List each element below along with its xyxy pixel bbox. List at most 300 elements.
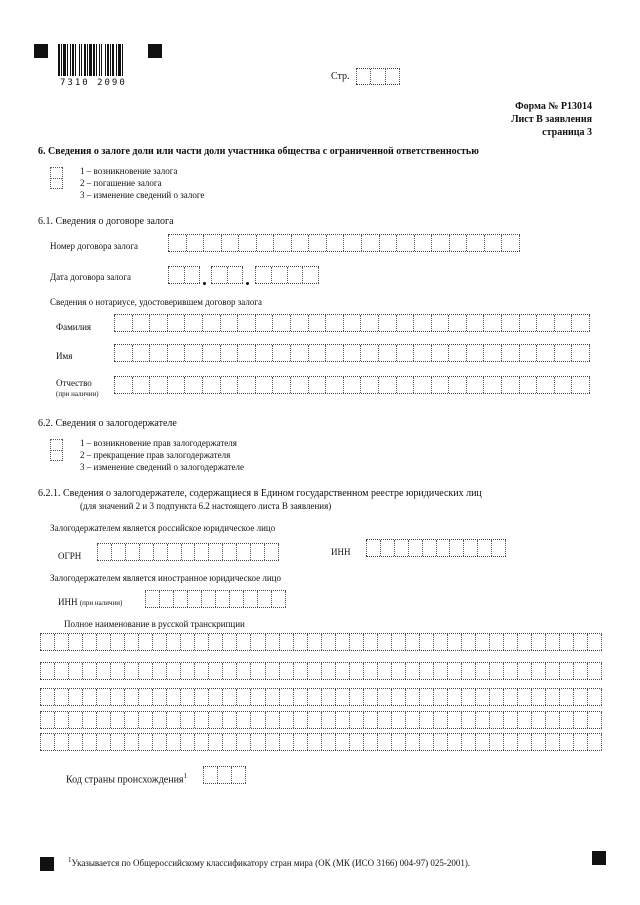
input-cell[interactable] bbox=[222, 712, 236, 728]
input-cell[interactable] bbox=[414, 235, 432, 251]
inn-cells[interactable] bbox=[366, 539, 506, 557]
input-cell[interactable] bbox=[168, 235, 186, 251]
input-cell[interactable] bbox=[531, 689, 545, 705]
input-cell[interactable] bbox=[236, 663, 250, 679]
input-cell[interactable] bbox=[97, 544, 111, 560]
input-cell[interactable] bbox=[273, 235, 291, 251]
input-cell[interactable] bbox=[250, 663, 264, 679]
input-cell[interactable] bbox=[222, 663, 236, 679]
input-cell[interactable] bbox=[203, 235, 221, 251]
input-cell[interactable] bbox=[380, 540, 394, 556]
input-cell[interactable] bbox=[343, 345, 361, 361]
input-cell[interactable] bbox=[40, 712, 54, 728]
input-cell[interactable] bbox=[167, 315, 185, 331]
input-cell[interactable] bbox=[545, 734, 559, 750]
input-cell[interactable] bbox=[194, 689, 208, 705]
input-cell[interactable] bbox=[363, 712, 377, 728]
input-cell[interactable] bbox=[466, 377, 484, 393]
input-cell[interactable] bbox=[335, 634, 349, 650]
input-cell[interactable] bbox=[448, 315, 466, 331]
input-cell[interactable] bbox=[377, 734, 391, 750]
input-cell[interactable] bbox=[302, 267, 319, 283]
input-cell[interactable] bbox=[489, 712, 503, 728]
input-cell[interactable] bbox=[40, 634, 54, 650]
input-cell[interactable] bbox=[377, 712, 391, 728]
input-cell[interactable] bbox=[152, 663, 166, 679]
input-cell[interactable] bbox=[361, 235, 379, 251]
input-cell[interactable] bbox=[152, 634, 166, 650]
input-cell[interactable] bbox=[166, 634, 180, 650]
input-cell[interactable] bbox=[82, 689, 96, 705]
input-cell[interactable] bbox=[335, 734, 349, 750]
input-cell[interactable] bbox=[68, 712, 82, 728]
input-cell[interactable] bbox=[220, 377, 238, 393]
input-cell[interactable] bbox=[447, 734, 461, 750]
input-cell[interactable] bbox=[503, 634, 517, 650]
input-cell[interactable] bbox=[202, 315, 220, 331]
input-cell[interactable] bbox=[447, 634, 461, 650]
input-cell[interactable] bbox=[114, 345, 132, 361]
input-cell[interactable] bbox=[413, 315, 431, 331]
input-cell[interactable] bbox=[54, 634, 68, 650]
input-cell[interactable] bbox=[587, 689, 602, 705]
input-cell[interactable] bbox=[255, 345, 273, 361]
input-cell[interactable] bbox=[201, 591, 215, 607]
input-cell[interactable] bbox=[587, 712, 602, 728]
input-cell[interactable] bbox=[391, 663, 405, 679]
input-cell[interactable] bbox=[138, 634, 152, 650]
input-cell[interactable] bbox=[571, 345, 590, 361]
input-cell[interactable] bbox=[519, 315, 537, 331]
input-cell[interactable] bbox=[405, 734, 419, 750]
input-cell[interactable] bbox=[433, 663, 447, 679]
input-cell[interactable] bbox=[222, 734, 236, 750]
input-cell[interactable] bbox=[559, 689, 573, 705]
input-cell[interactable] bbox=[236, 734, 250, 750]
input-cell[interactable] bbox=[503, 663, 517, 679]
input-cell[interactable] bbox=[184, 315, 202, 331]
input-cell[interactable] bbox=[475, 663, 489, 679]
input-cell[interactable] bbox=[132, 315, 150, 331]
full-name-row-4[interactable] bbox=[40, 711, 602, 729]
input-cell[interactable] bbox=[139, 544, 153, 560]
input-cell[interactable] bbox=[114, 315, 132, 331]
input-cell[interactable] bbox=[250, 712, 264, 728]
input-cell[interactable] bbox=[419, 689, 433, 705]
input-cell[interactable] bbox=[203, 767, 217, 783]
input-cell[interactable] bbox=[208, 634, 222, 650]
input-cell[interactable] bbox=[257, 591, 271, 607]
input-cell[interactable] bbox=[475, 712, 489, 728]
full-name-row-2[interactable] bbox=[40, 662, 602, 680]
input-cell[interactable] bbox=[307, 689, 321, 705]
input-cell[interactable] bbox=[293, 734, 307, 750]
ogrn-cells[interactable] bbox=[97, 543, 279, 561]
input-cell[interactable] bbox=[489, 634, 503, 650]
input-cell[interactable] bbox=[217, 767, 231, 783]
input-cell[interactable] bbox=[159, 591, 173, 607]
input-cell[interactable] bbox=[180, 634, 194, 650]
input-cell[interactable] bbox=[519, 377, 537, 393]
input-cell[interactable] bbox=[256, 235, 274, 251]
input-cell[interactable] bbox=[587, 634, 602, 650]
input-cell[interactable] bbox=[96, 634, 110, 650]
input-cell[interactable] bbox=[167, 377, 185, 393]
input-cell[interactable] bbox=[279, 734, 293, 750]
input-cell[interactable] bbox=[321, 712, 335, 728]
input-cell[interactable] bbox=[279, 689, 293, 705]
input-cell[interactable] bbox=[461, 663, 475, 679]
input-cell[interactable] bbox=[96, 689, 110, 705]
input-cell[interactable] bbox=[54, 663, 68, 679]
input-cell[interactable] bbox=[111, 544, 125, 560]
input-cell[interactable] bbox=[422, 540, 436, 556]
input-cell[interactable] bbox=[208, 663, 222, 679]
input-cell[interactable] bbox=[68, 734, 82, 750]
input-cell[interactable] bbox=[571, 315, 590, 331]
input-cell[interactable] bbox=[236, 544, 250, 560]
input-cell[interactable] bbox=[321, 634, 335, 650]
input-cell[interactable] bbox=[571, 377, 590, 393]
input-cell[interactable] bbox=[531, 712, 545, 728]
input-cell[interactable] bbox=[349, 634, 363, 650]
input-cell[interactable] bbox=[559, 634, 573, 650]
input-cell[interactable] bbox=[222, 634, 236, 650]
input-cell[interactable] bbox=[194, 734, 208, 750]
input-cell[interactable] bbox=[237, 377, 255, 393]
input-cell[interactable] bbox=[290, 345, 308, 361]
input-cell[interactable] bbox=[265, 634, 279, 650]
input-cell[interactable] bbox=[461, 634, 475, 650]
input-cell[interactable] bbox=[587, 734, 602, 750]
input-cell[interactable] bbox=[394, 540, 408, 556]
input-cell[interactable] bbox=[343, 315, 361, 331]
input-cell[interactable] bbox=[180, 663, 194, 679]
input-cell[interactable] bbox=[236, 712, 250, 728]
input-cell[interactable] bbox=[335, 663, 349, 679]
input-cell[interactable] bbox=[431, 345, 449, 361]
input-cell[interactable] bbox=[405, 689, 419, 705]
input-cell[interactable] bbox=[250, 734, 264, 750]
input-cell[interactable] bbox=[363, 734, 377, 750]
input-cell[interactable] bbox=[227, 267, 244, 283]
contract-date-month[interactable] bbox=[211, 266, 243, 284]
input-cell[interactable] bbox=[501, 235, 520, 251]
input-cell[interactable] bbox=[68, 634, 82, 650]
input-cell[interactable] bbox=[279, 634, 293, 650]
input-cell[interactable] bbox=[449, 540, 463, 556]
input-cell[interactable] bbox=[335, 712, 349, 728]
input-cell[interactable] bbox=[461, 689, 475, 705]
input-cell[interactable] bbox=[489, 663, 503, 679]
input-cell[interactable] bbox=[250, 634, 264, 650]
input-cell[interactable] bbox=[265, 712, 279, 728]
input-cell[interactable] bbox=[531, 634, 545, 650]
input-cell[interactable] bbox=[349, 712, 363, 728]
input-cell[interactable] bbox=[138, 712, 152, 728]
input-cell[interactable] bbox=[272, 345, 290, 361]
contract-number-cells[interactable] bbox=[168, 234, 520, 252]
input-cell[interactable] bbox=[290, 377, 308, 393]
input-cell[interactable] bbox=[349, 663, 363, 679]
input-cell[interactable] bbox=[220, 315, 238, 331]
input-cell[interactable] bbox=[431, 377, 449, 393]
input-cell[interactable] bbox=[536, 345, 554, 361]
input-cell[interactable] bbox=[377, 689, 391, 705]
input-cell[interactable] bbox=[431, 315, 449, 331]
input-cell[interactable] bbox=[68, 663, 82, 679]
input-cell[interactable] bbox=[554, 345, 572, 361]
input-cell[interactable] bbox=[447, 663, 461, 679]
input-cell[interactable] bbox=[40, 734, 54, 750]
input-cell[interactable] bbox=[110, 689, 124, 705]
input-cell[interactable] bbox=[124, 634, 138, 650]
input-cell[interactable] bbox=[517, 663, 531, 679]
input-cell[interactable] bbox=[335, 689, 349, 705]
input-cell[interactable] bbox=[491, 540, 506, 556]
input-cell[interactable] bbox=[360, 345, 378, 361]
input-cell[interactable] bbox=[250, 544, 264, 560]
input-cell[interactable] bbox=[321, 689, 335, 705]
input-cell[interactable] bbox=[168, 267, 184, 283]
input-cell[interactable] bbox=[236, 689, 250, 705]
input-cell[interactable] bbox=[396, 315, 414, 331]
country-code-cells[interactable] bbox=[203, 766, 246, 784]
input-cell[interactable] bbox=[321, 734, 335, 750]
input-cell[interactable] bbox=[265, 689, 279, 705]
input-cell[interactable] bbox=[40, 663, 54, 679]
input-cell[interactable] bbox=[489, 689, 503, 705]
input-cell[interactable] bbox=[448, 345, 466, 361]
input-cell[interactable] bbox=[536, 377, 554, 393]
input-cell[interactable] bbox=[308, 345, 326, 361]
input-cell[interactable] bbox=[255, 267, 271, 283]
name-cells[interactable] bbox=[114, 344, 590, 362]
input-cell[interactable] bbox=[349, 689, 363, 705]
input-cell[interactable] bbox=[96, 712, 110, 728]
input-cell[interactable] bbox=[125, 544, 139, 560]
input-cell[interactable] bbox=[255, 377, 273, 393]
input-cell[interactable] bbox=[545, 712, 559, 728]
input-cell[interactable] bbox=[138, 734, 152, 750]
input-cell[interactable] bbox=[587, 663, 602, 679]
input-cell[interactable] bbox=[461, 712, 475, 728]
input-cell[interactable] bbox=[255, 315, 273, 331]
input-cell[interactable] bbox=[483, 315, 501, 331]
input-cell[interactable] bbox=[378, 345, 396, 361]
input-cell[interactable] bbox=[194, 663, 208, 679]
input-cell[interactable] bbox=[405, 663, 419, 679]
input-cell[interactable] bbox=[110, 663, 124, 679]
input-cell[interactable] bbox=[447, 689, 461, 705]
input-cell[interactable] bbox=[54, 734, 68, 750]
input-cell[interactable] bbox=[433, 712, 447, 728]
input-cell[interactable] bbox=[110, 634, 124, 650]
input-cell[interactable] bbox=[308, 377, 326, 393]
input-cell[interactable] bbox=[110, 734, 124, 750]
input-cell[interactable] bbox=[419, 734, 433, 750]
input-cell[interactable] bbox=[378, 377, 396, 393]
input-cell[interactable] bbox=[237, 345, 255, 361]
input-cell[interactable] bbox=[433, 689, 447, 705]
input-cell[interactable] bbox=[419, 663, 433, 679]
input-cell[interactable] bbox=[466, 235, 484, 251]
input-cell[interactable] bbox=[489, 734, 503, 750]
input-cell[interactable] bbox=[433, 634, 447, 650]
input-cell[interactable] bbox=[466, 345, 484, 361]
input-cell[interactable] bbox=[501, 377, 519, 393]
input-cell[interactable] bbox=[293, 712, 307, 728]
inn-foreign-cells[interactable] bbox=[145, 590, 286, 608]
input-cell[interactable] bbox=[545, 689, 559, 705]
input-cell[interactable] bbox=[124, 689, 138, 705]
input-cell[interactable] bbox=[271, 267, 287, 283]
input-cell[interactable] bbox=[138, 689, 152, 705]
input-cell[interactable] bbox=[477, 540, 491, 556]
input-cell[interactable] bbox=[391, 712, 405, 728]
input-cell[interactable] bbox=[559, 712, 573, 728]
input-cell[interactable] bbox=[40, 689, 54, 705]
input-cell[interactable] bbox=[293, 689, 307, 705]
input-cell[interactable] bbox=[180, 689, 194, 705]
input-cell[interactable] bbox=[379, 235, 397, 251]
input-cell[interactable] bbox=[184, 345, 202, 361]
input-cell[interactable] bbox=[186, 235, 204, 251]
input-cell[interactable] bbox=[290, 315, 308, 331]
input-cell[interactable] bbox=[483, 377, 501, 393]
input-cell[interactable] bbox=[363, 689, 377, 705]
input-cell[interactable] bbox=[573, 663, 587, 679]
input-cell[interactable] bbox=[82, 734, 96, 750]
input-cell[interactable] bbox=[221, 235, 239, 251]
input-cell[interactable] bbox=[419, 712, 433, 728]
input-cell[interactable] bbox=[166, 712, 180, 728]
input-cell[interactable] bbox=[360, 315, 378, 331]
input-cell[interactable] bbox=[194, 544, 208, 560]
input-cell[interactable] bbox=[573, 689, 587, 705]
contract-date-year[interactable] bbox=[255, 266, 319, 284]
section-6-option-cell[interactable] bbox=[50, 167, 63, 189]
input-cell[interactable] bbox=[250, 689, 264, 705]
contract-date-day[interactable] bbox=[168, 266, 200, 284]
input-cell[interactable] bbox=[405, 712, 419, 728]
input-cell[interactable] bbox=[187, 591, 201, 607]
input-cell[interactable] bbox=[483, 345, 501, 361]
input-cell[interactable] bbox=[475, 634, 489, 650]
input-cell[interactable] bbox=[149, 345, 167, 361]
input-cell[interactable] bbox=[215, 591, 229, 607]
input-cell[interactable] bbox=[308, 315, 326, 331]
input-cell[interactable] bbox=[264, 544, 279, 560]
input-cell[interactable] bbox=[152, 712, 166, 728]
input-cell[interactable] bbox=[132, 377, 150, 393]
input-cell[interactable] bbox=[181, 544, 195, 560]
input-cell[interactable] bbox=[236, 634, 250, 650]
input-cell[interactable] bbox=[124, 663, 138, 679]
section-6-2-option-cell[interactable] bbox=[50, 439, 63, 461]
input-cell[interactable] bbox=[208, 734, 222, 750]
input-cell[interactable] bbox=[545, 663, 559, 679]
input-cell[interactable] bbox=[194, 712, 208, 728]
input-cell[interactable] bbox=[554, 315, 572, 331]
input-cell[interactable] bbox=[293, 663, 307, 679]
input-cell[interactable] bbox=[208, 712, 222, 728]
input-cell[interactable] bbox=[405, 634, 419, 650]
input-cell[interactable] bbox=[229, 591, 243, 607]
input-cell[interactable] bbox=[396, 235, 414, 251]
input-cell[interactable] bbox=[132, 345, 150, 361]
input-cell[interactable] bbox=[321, 663, 335, 679]
input-cell[interactable] bbox=[208, 544, 222, 560]
input-cell[interactable] bbox=[366, 540, 380, 556]
input-cell[interactable] bbox=[124, 712, 138, 728]
input-cell[interactable] bbox=[166, 734, 180, 750]
input-cell[interactable] bbox=[238, 235, 256, 251]
input-cell[interactable] bbox=[307, 734, 321, 750]
input-cell[interactable] bbox=[531, 734, 545, 750]
input-cell[interactable] bbox=[166, 689, 180, 705]
input-cell[interactable] bbox=[377, 663, 391, 679]
input-cell[interactable] bbox=[54, 712, 68, 728]
input-cell[interactable] bbox=[237, 315, 255, 331]
full-name-row-1[interactable] bbox=[40, 633, 602, 651]
input-cell[interactable] bbox=[466, 315, 484, 331]
input-cell[interactable] bbox=[145, 591, 159, 607]
input-cell[interactable] bbox=[391, 634, 405, 650]
input-cell[interactable] bbox=[363, 634, 377, 650]
input-cell[interactable] bbox=[82, 663, 96, 679]
input-cell[interactable] bbox=[396, 345, 414, 361]
input-cell[interactable] bbox=[360, 377, 378, 393]
input-cell[interactable] bbox=[138, 663, 152, 679]
input-cell[interactable] bbox=[167, 544, 181, 560]
input-cell[interactable] bbox=[326, 235, 344, 251]
input-cell[interactable] bbox=[517, 689, 531, 705]
input-cell[interactable] bbox=[475, 734, 489, 750]
input-cell[interactable] bbox=[222, 544, 236, 560]
input-cell[interactable] bbox=[573, 712, 587, 728]
input-cell[interactable] bbox=[220, 345, 238, 361]
input-cell[interactable] bbox=[475, 689, 489, 705]
input-cell[interactable] bbox=[208, 689, 222, 705]
input-cell[interactable] bbox=[307, 663, 321, 679]
input-cell[interactable] bbox=[166, 663, 180, 679]
input-cell[interactable] bbox=[503, 712, 517, 728]
input-cell[interactable] bbox=[167, 345, 185, 361]
input-cell[interactable] bbox=[448, 377, 466, 393]
input-cell[interactable] bbox=[436, 540, 450, 556]
input-cell[interactable] bbox=[82, 712, 96, 728]
input-cell[interactable] bbox=[279, 712, 293, 728]
input-cell[interactable] bbox=[272, 315, 290, 331]
input-cell[interactable] bbox=[531, 663, 545, 679]
input-cell[interactable] bbox=[114, 377, 132, 393]
input-cell[interactable] bbox=[291, 235, 309, 251]
input-cell[interactable] bbox=[431, 235, 449, 251]
input-cell[interactable] bbox=[343, 377, 361, 393]
input-cell[interactable] bbox=[152, 689, 166, 705]
input-cell[interactable] bbox=[54, 689, 68, 705]
page-number-cells[interactable] bbox=[356, 68, 400, 85]
input-cell[interactable] bbox=[363, 663, 377, 679]
input-cell[interactable] bbox=[152, 734, 166, 750]
full-name-row-3[interactable] bbox=[40, 688, 602, 706]
input-cell[interactable] bbox=[419, 634, 433, 650]
input-cell[interactable] bbox=[180, 712, 194, 728]
input-cell[interactable] bbox=[265, 663, 279, 679]
input-cell[interactable] bbox=[149, 315, 167, 331]
input-cell[interactable] bbox=[391, 689, 405, 705]
